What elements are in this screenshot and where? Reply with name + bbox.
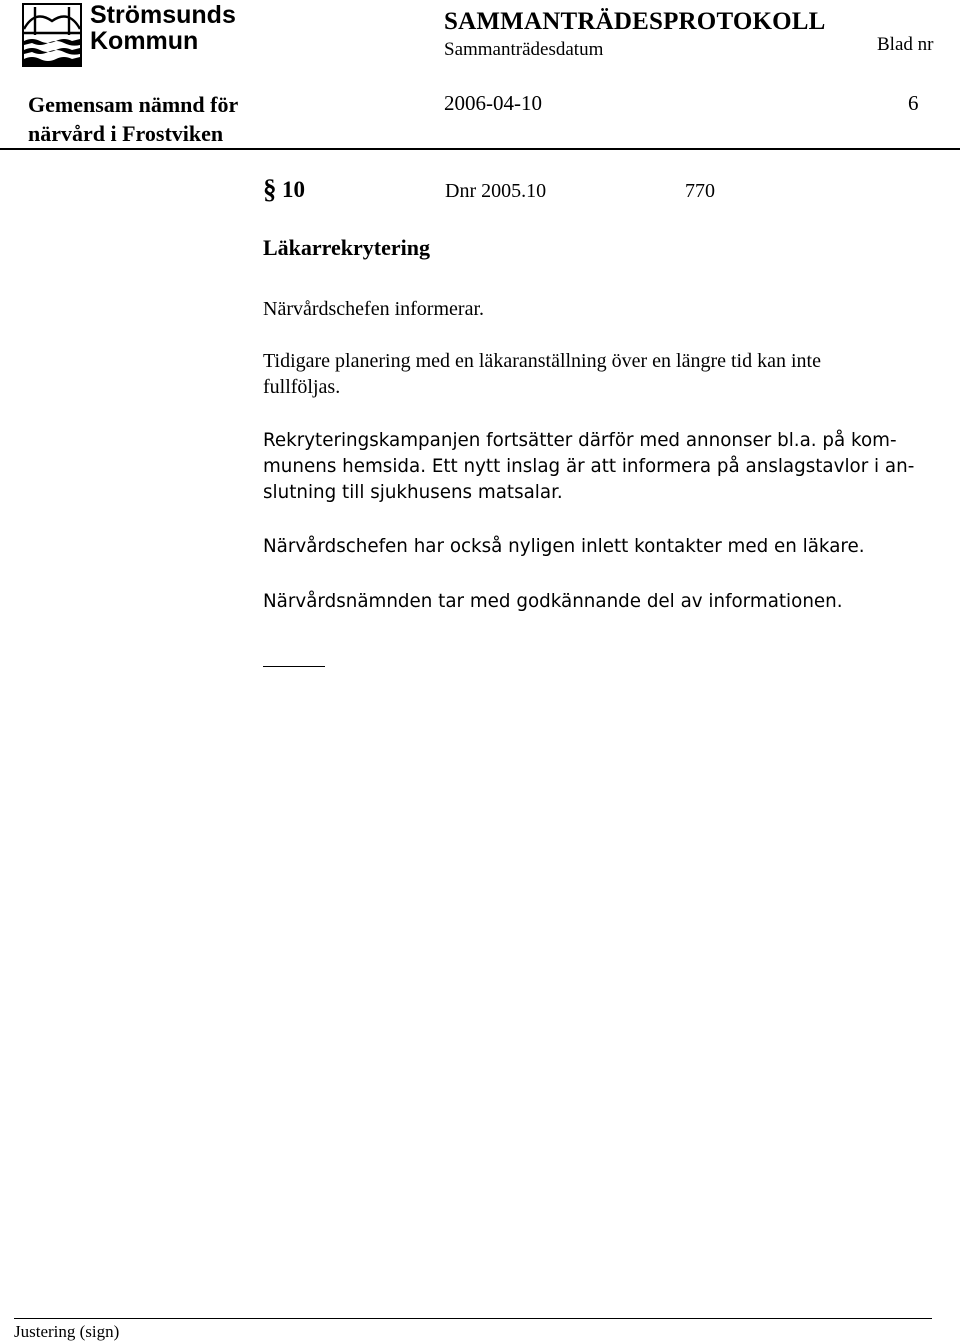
signature-label: Justering (sign)	[14, 1322, 120, 1341]
page-number: 6	[908, 91, 919, 115]
paragraph-2-line2: fullföljas.	[263, 376, 341, 398]
paragraph-3-line1: Rekryteringskampanjen fortsätter därför med annonser bl.a. på kom-	[263, 430, 897, 451]
end-of-item-line	[263, 666, 325, 667]
meeting-date-label: Sammanträdesdatum	[444, 39, 604, 60]
paragraph-2-line1: Tidigare planering med en läkaranställning över en längre tid kan inte	[263, 350, 821, 372]
document-title: SAMMANTRÄDESPROTOKOLL	[444, 8, 826, 35]
header-divider	[0, 148, 960, 150]
item-heading: Läkarrekrytering	[263, 235, 431, 260]
paragraph-3-line2: munens hemsida. Ett nytt inslag är att informera på anslagstavlor i an-	[263, 456, 915, 477]
paragraph-4: Närvårdschefen har också nyligen inlett kontakter med en läkare.	[263, 536, 865, 557]
committee-name-line2: närvård i Frostviken	[28, 121, 224, 146]
paragraph-1: Närvårdschefen informerar.	[263, 298, 484, 320]
diary-number: Dnr 2005.10	[445, 180, 547, 202]
page-number-label: Blad nr	[877, 34, 934, 55]
paragraph-5: Närvårdsnämnden tar med godkännande del av informationen.	[263, 591, 843, 612]
logo-name-line2: Kommun	[90, 27, 199, 55]
item-number: 10	[282, 177, 305, 202]
logo-name-line1: Strömsunds	[90, 1, 236, 29]
paragraph-3-line3: slutning till sjukhusens matsalar.	[263, 482, 563, 503]
archive-code: 770	[685, 180, 715, 202]
section-symbol: §	[263, 174, 277, 204]
committee-name-line1: Gemensam nämnd för	[28, 92, 239, 117]
meeting-date: 2006-04-10	[444, 91, 542, 115]
footer-divider	[14, 1318, 932, 1319]
municipality-logo-icon	[22, 3, 82, 67]
